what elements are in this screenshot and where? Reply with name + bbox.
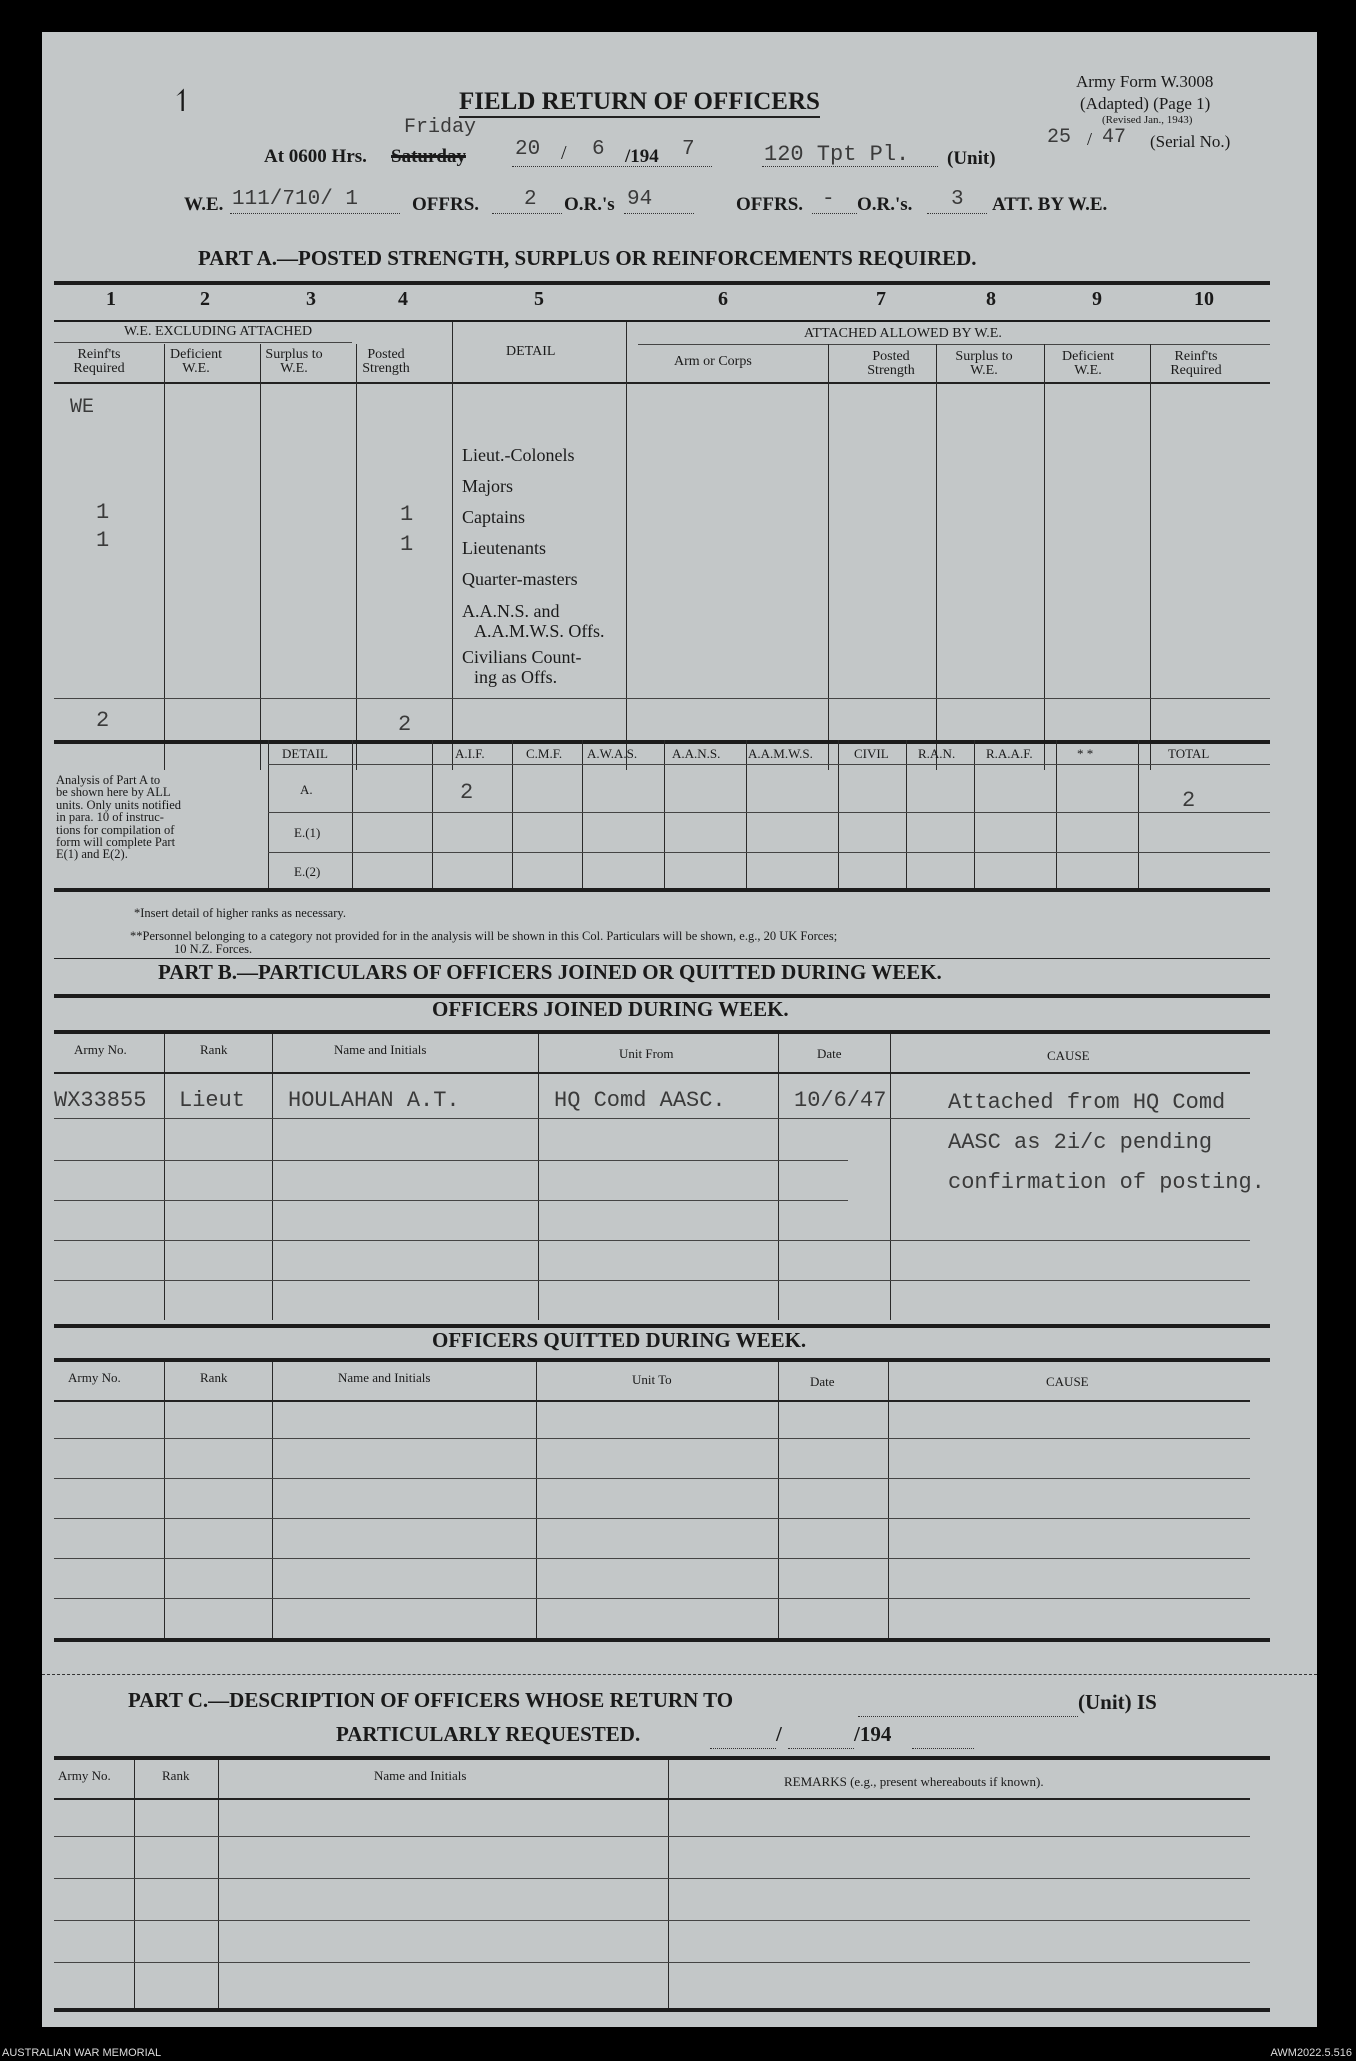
ors-value: 94 (627, 188, 653, 211)
att-label: ATT. BY W.E. (992, 194, 1108, 215)
rank-civilians: Civilians Count- (462, 647, 582, 667)
joined-cause-1: Attached from HQ Comd (948, 1090, 1226, 1115)
we-note: WE (70, 396, 95, 419)
we-value: 111/710/ 1 (232, 188, 359, 211)
col-surplus-att: Surplus to W.E. (955, 349, 1013, 378)
quitted-col-rank: Rank (200, 1370, 228, 1385)
col-reinf-att: Reinf'ts Required (1170, 349, 1222, 378)
rank-civilians-2: ing as Offs. (474, 667, 558, 687)
ors2-value: 3 (951, 188, 964, 211)
joined-cause-2: AASC as 2i/c pending (948, 1130, 1213, 1155)
analysis-note-line: E(1) and E(2). (56, 847, 128, 862)
corner-mark: ↿ (170, 85, 196, 118)
col-reinf: Reinf'ts Required (73, 347, 125, 376)
part-c-col-name: Name and Initials (374, 1768, 467, 1783)
quitted-col-cause: CAUSE (1046, 1374, 1089, 1389)
part-c-col-rank: Rank (162, 1768, 190, 1783)
quitted-col-date: Date (810, 1374, 835, 1389)
total-a-value: 2 (1182, 788, 1196, 813)
total-reinf: 2 (96, 708, 110, 733)
footnote-3: 10 N.Z. Forces. (174, 942, 253, 956)
group-attached: ATTACHED ALLOWED BY W.E. (804, 326, 1002, 341)
form-id: Army Form W.3008 (1076, 72, 1214, 91)
col-posted-att: Posted Strength (867, 349, 915, 378)
rank-aamws: A.A.M.W.S. Offs. (474, 621, 605, 641)
part-c-col-remarks: REMARKS (e.g., present whereabouts if known). (784, 1774, 1044, 1789)
lieut-posted: 1 (400, 532, 414, 557)
analysis-header-awas: A.W.A.S. (587, 746, 638, 761)
captains-posted: 1 (400, 502, 414, 527)
footer-accession: AWM2022.5.516 (1270, 2047, 1352, 2059)
analysis-note-line: units. Only units notified (56, 797, 181, 812)
analysis-header-ran: R.A.N. (918, 746, 956, 761)
rank-lieutenants: Lieutenants (462, 538, 546, 558)
joined-col-name: Name and Initials (334, 1042, 427, 1057)
analysis-row-a: A. (300, 782, 313, 797)
rank-captains: Captains (462, 507, 525, 527)
analysis-header-detail: DETAIL (282, 746, 328, 761)
col-deficient-att: Deficient W.E. (1061, 349, 1115, 378)
joined-col-cause: CAUSE (1047, 1048, 1090, 1063)
aif-a-value: 2 (460, 780, 474, 805)
analysis-header-raaf: R.A.A.F. (986, 746, 1033, 761)
rank-lt-colonels: Lieut.-Colonels (462, 445, 575, 465)
ors-label: O.R.'s (564, 194, 615, 215)
joined-date: 10/6/47 (794, 1088, 887, 1113)
footer-source: AUSTRALIAN WAR MEMORIAL (2, 2047, 162, 2059)
part-c-title-1: PART C.—DESCRIPTION OF OFFICERS WHOSE RETURN TO (128, 1688, 734, 1712)
part-c-unit-is: (Unit) IS (1078, 1690, 1157, 1714)
joined-cause-3: confirmation of posting. (948, 1170, 1265, 1195)
footnote-1: *Insert detail of higher ranks as necessary. (134, 906, 346, 920)
form-adapted: (Adapted) (Page 1) (1080, 94, 1211, 113)
offrs2-label: OFFRS. (736, 194, 804, 215)
joined-rank: Lieut (179, 1088, 246, 1113)
part-c-date-sep: / (776, 1722, 782, 1746)
we-label: W.E. (184, 194, 224, 215)
footnote-2: **Personnel belonging to a category not provided for in the analysis will be shown in this Col. Particulars will be shown, e.g., 20 UK Forces; (130, 929, 838, 943)
joined-col-army-no: Army No. (74, 1042, 127, 1057)
part-c-year: /194 (854, 1722, 892, 1746)
col-surplus: Surplus to W.E. (265, 347, 323, 376)
joined-army-no: WX33855 (54, 1088, 147, 1113)
joined-name: HOULAHAN A.T. (288, 1088, 460, 1113)
analysis-note-line: in para. 10 of instruc- (56, 810, 164, 825)
day-typed: Friday (404, 116, 477, 139)
offrs-value: 2 (524, 188, 537, 211)
col-number: 8 (986, 288, 996, 310)
analysis-note-line: Analysis of Part A to (56, 773, 161, 787)
total-posted: 2 (398, 712, 412, 737)
rank-majors: Majors (462, 476, 513, 496)
joined-col-rank: Rank (200, 1042, 228, 1057)
analysis-note-line: tions for compilation of (56, 822, 175, 837)
form-title: FIELD RETURN OF OFFICERS (459, 88, 820, 118)
part-c-col-army-no: Army No. (58, 1768, 111, 1783)
form-revised: (Revised Jan., 1943) (1102, 114, 1193, 126)
quitted-col-name: Name and Initials (338, 1370, 431, 1385)
analysis-note (56, 774, 181, 861)
quitted-col-army-no: Army No. (68, 1370, 121, 1385)
analysis-note-line: form will complete Part (56, 835, 176, 850)
part-c-title-2: PARTICULARLY REQUESTED. (336, 1722, 641, 1746)
unit-value: 120 Tpt Pl. (764, 142, 910, 167)
quitted-col-unit-to: Unit To (632, 1372, 672, 1387)
captains-reinf: 1 (96, 500, 110, 525)
col-deficient: Deficient W.E. (169, 347, 223, 376)
form-sheet: ↿ Army Form W.3008 (Adapted) (Page 1) (Revised Jan., 1943) 25 / 47 (Serial No.) FIELD RETURN OF OFFICERS Friday At 0600 Hrs. Saturday 20 / 6 /194 7 120 Tpt Pl. (Unit) W.E. 111/710/ 1 OFFRS. 2 O.R.'s 94 OFFRS. - O.R.'s. 3 ATT. BY W.E. PART A.—POSTED STRENGTH, SURPLUS OR REINFORCEMENTS REQUIRED. 1 2 3 4 5 6 7 8 9 10 W.E. EXCLUDING ATTACHED ATTACHED ALLOWED BY W.E. Reinf'ts Required Deficient W.E. Surplus to W.E. Posted Strength DETAIL Arm or Corps Posted Strength Surplus to W.E. Deficient W.E. Reinf'ts Required WE Lieut.-Colonels Majors Captains Lieutenants Quarter-masters A.A.N.S. and A.A.M.W.S. Offs. Civilians Count- ing as Offs. 1 1 1 1 2 2 Analysis of Part A to be shown here by ALL units. Only units notified in para. 10 of instruc- tions for compilation of form will complete Part E(1) and E(2). DETAIL A.I.F. C.M.F. A.W.A.S. A.A.N.S. A.A.M.W.S. CIVIL R.A.N. R.A.A.F. * * TOTAL A. E.(1) E.(2) 2 2 *Insert detail of higher ranks as necessary. **Personnel belonging to a category not provided for in the analysis will be shown in this Col. Particulars will be shown, e.g., 20 UK Forces; 10 N.Z. Forces. PART B.—PARTICULARS OF OFFICERS JOINED OR QUITTED DURING WEEK. OFFICERS JOINED DURING WEEK. Army No. Rank Name and Initials Unit From Date CAUSE WX33855 Lieut HOULAHAN A.T. HQ Comd AASC. 10/6/47 Attached from HQ Comd AASC as 2i/c pending confirmation of posting. OFFICERS QUITTED DURING WEEK. Army No. Rank Name and Initials Unit To Date CAUSE PART C.—DESCRIPTION OF OFFICERS WHOSE RETURN TO (Unit) IS PARTICULARLY REQUESTED. / /194 Army No. Rank Name and Initials REMARKS (e.g., present whereabouts if known). (42, 32, 1317, 2027)
group-we-excluding: W.E. EXCLUDING ATTACHED (124, 324, 313, 339)
part-b-title: PART B.—PARTICULARS OF OFFICERS JOINED OR QUITTED DURING WEEK. (158, 960, 942, 984)
analysis-header-total: TOTAL (1168, 746, 1210, 761)
day-struck: Saturday (391, 146, 466, 167)
year-digit: 7 (682, 138, 695, 161)
joined-col-date: Date (817, 1046, 842, 1061)
col-detail: DETAIL (506, 344, 556, 359)
date-month: 6 (592, 138, 605, 161)
analysis-header-civil: CIVIL (854, 746, 889, 761)
rank-aans: A.A.N.S. and (462, 601, 560, 621)
quitted-title: OFFICERS QUITTED DURING WEEK. (432, 1328, 807, 1352)
ors2-label: O.R.'s. (857, 194, 913, 215)
year-prefix: /194 (625, 146, 659, 167)
analysis-header-cmf: C.M.F. (526, 746, 563, 761)
col-number: 10 (1194, 288, 1214, 310)
analysis-header-aif: A.I.F. (455, 746, 485, 761)
serial-label: (Serial No.) (1150, 132, 1231, 151)
analysis-note-line: be shown here by ALL (56, 785, 171, 800)
offrs2-value: - (822, 188, 835, 211)
col-number: 3 (306, 288, 316, 310)
at-hours-label: At 0600 Hrs. (264, 146, 367, 167)
unit-label: (Unit) (947, 148, 996, 169)
analysis-row-e1: E.(1) (294, 825, 321, 840)
col-posted: Posted Strength (362, 347, 410, 376)
rank-quartermasters: Quarter-masters (462, 569, 578, 589)
part-a-title: PART A.—POSTED STRENGTH, SURPLUS OR REINFORCEMENTS REQUIRED. (198, 246, 977, 270)
col-number: 5 (534, 288, 544, 310)
col-arm-corps: Arm or Corps (674, 354, 752, 369)
analysis-row-e2: E.(2) (294, 864, 321, 879)
analysis-header-other: * * (1077, 746, 1094, 761)
analysis-header-aamws: A.A.M.W.S. (748, 746, 813, 761)
col-number: 1 (106, 288, 116, 310)
serial-year: 47 (1102, 126, 1127, 149)
joined-unit-from: HQ Comd AASC. (554, 1088, 726, 1113)
joined-title: OFFICERS JOINED DURING WEEK. (432, 997, 789, 1021)
col-number: 4 (398, 288, 408, 310)
serial-value: 25 (1047, 126, 1072, 149)
col-number: 7 (876, 288, 886, 310)
col-number: 9 (1092, 288, 1102, 310)
joined-col-unit-from: Unit From (619, 1046, 674, 1061)
date-day: 20 (515, 138, 541, 161)
analysis-header-aans: A.A.N.S. (672, 746, 721, 761)
col-number: 6 (718, 288, 728, 310)
rank-list (462, 440, 605, 687)
offrs-label: OFFRS. (412, 194, 480, 215)
col-number: 2 (200, 288, 210, 310)
lieut-reinf: 1 (96, 528, 110, 553)
